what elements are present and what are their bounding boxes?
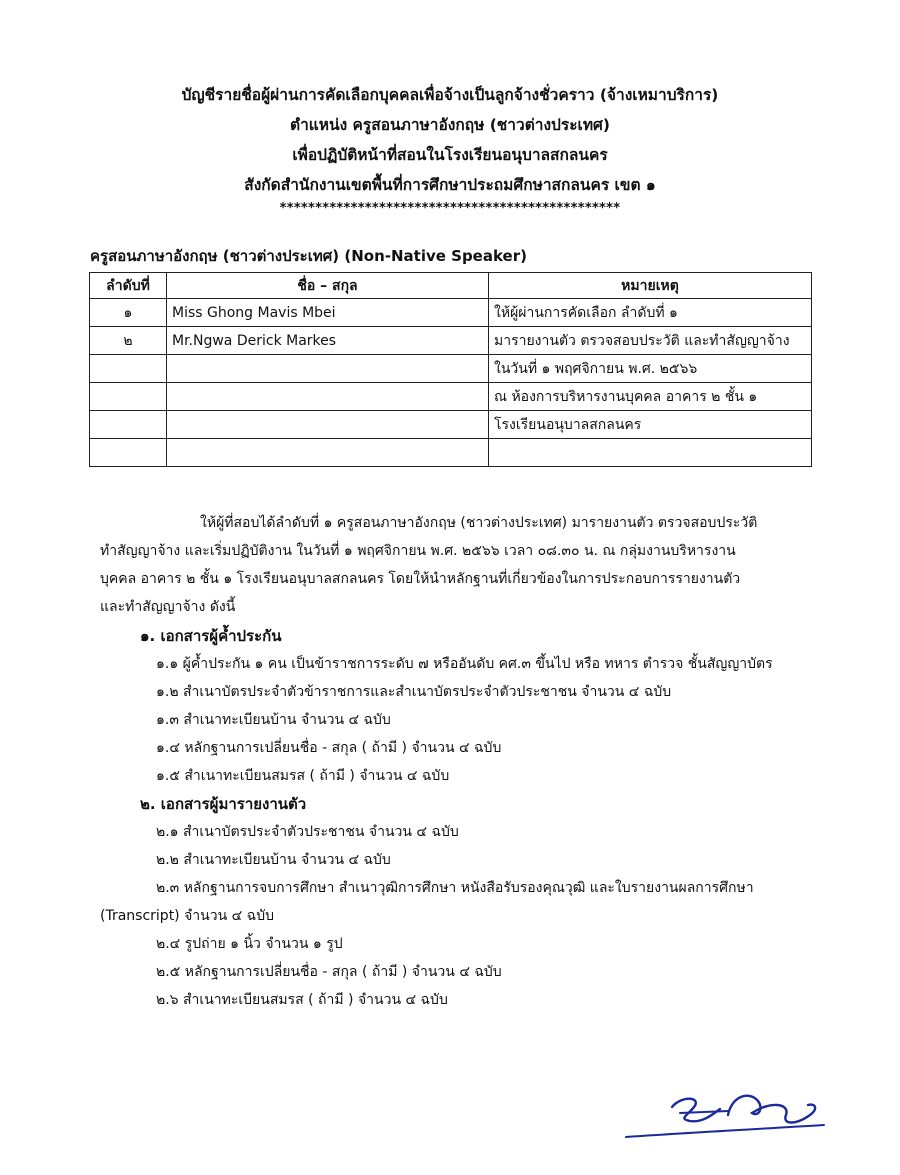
reporter-documents-heading: ๒. เอกสารผู้มารายงานตัว [140,795,307,813]
selected-candidates-table [89,272,812,467]
header-affiliation: สังกัดสำนักงานเขตพื้นที่การศึกษาประถมศึกษาสกลนคร เขต ๑ [244,176,656,194]
row-name [167,355,489,383]
row-remark: ณ ห้องการบริหารงานบุคคล อาคาร ๒ ชั้น ๑ [489,383,812,411]
table-header-row [90,273,812,299]
row-name [167,383,489,411]
list-item: ๒.๖ สำเนาทะเบียนสมรส ( ถ้ามี ) จำนวน ๔ ฉบับ [156,992,448,1008]
list-item: ๒.๓ หลักฐานการจบการศึกษา สำเนาวุฒิการศึกษา หนังสือรับรองคุณวุฒิ และใบรายงานผลการศึกษา [156,880,754,896]
row-remark: ให้ผู้ผ่านการคัดเลือก ลำดับที่ ๑ [489,299,812,327]
row-order [90,355,167,383]
paragraph-line: และทำสัญญาจ้าง ดังนี้ [100,599,236,615]
table-row [90,411,812,439]
header-position: ตำแหน่ง ครูสอนภาษาอังกฤษ (ชาวต่างประเทศ) [290,116,610,134]
row-name [167,411,489,439]
list-item: ๒.๔ รูปถ่าย ๑ นิ้ว จำนวน ๑ รูป [156,936,343,952]
paragraph-line: ให้ผู้ที่สอบได้ลำดับที่ ๑ ครูสอนภาษาอังกฤษ (ชาวต่างประเทศ) มารายงานตัว ตรวจสอบประวัติ [200,515,758,531]
row-order [90,439,167,467]
column-header-order: ลำดับที่ [90,273,167,299]
row-name: Miss Ghong Mavis Mbei [167,299,489,327]
row-order: ๒ [90,327,167,355]
row-remark: ในวันที่ ๑ พฤศจิกายน พ.ศ. ๒๕๖๖ [489,355,812,383]
list-item: ๑.๑ ผู้ค้ำประกัน ๑ คน เป็นข้าราชการระดับ ๗ หรืออันดับ คศ.๓ ขึ้นไป หรือ ทหาร ตำรวจ ชั้นสัญญาบัตร [156,656,773,672]
column-header-name: ชื่อ – สกุล [167,273,489,299]
list-item: ๑.๕ สำเนาทะเบียนสมรส ( ถ้ามี ) จำนวน ๔ ฉบับ [156,768,450,784]
paragraph-line: บุคคล อาคาร ๒ ชั้น ๑ โรงเรียนอนุบาลสกลนคร โดยให้นำหลักฐานที่เกี่ยวข้องในการประกอบการรายงานตัว [100,571,741,587]
list-item: ๒.๒ สำเนาทะเบียนบ้าน จำนวน ๔ ฉบับ [156,852,391,868]
list-item: ๒.๑ สำเนาบัตรประจำตัวประชาชน จำนวน ๔ ฉบับ [156,824,459,840]
list-item-continuation: (Transcript) จำนวน ๔ ฉบับ [100,908,274,924]
instruction-paragraph [100,509,820,621]
row-order: ๑ [90,299,167,327]
row-remark: โรงเรียนอนุบาลสกลนคร [489,411,812,439]
table-row [90,355,812,383]
document-header [0,80,900,218]
table-row [90,439,812,467]
guarantor-documents-heading: ๑. เอกสารผู้ค้ำประกัน [140,627,282,645]
list-item: ๒.๕ หลักฐานการเปลี่ยนชื่อ - สกุล ( ถ้ามี ) จำนวน ๔ ฉบับ [156,964,502,980]
row-remark [489,439,812,467]
row-name [167,439,489,467]
list-item: ๑.๒ สำเนาบัตรประจำตัวข้าราชการและสำเนาบัตรประจำตัวประชาชน จำนวน ๔ ฉบับ [156,684,672,700]
table-row [90,383,812,411]
table-row [90,299,812,327]
header-purpose: เพื่อปฏิบัติหน้าที่สอนในโรงเรียนอนุบาลสกลนคร [292,146,608,164]
row-remark: มารายงานตัว ตรวจสอบประวัติ และทำสัญญาจ้าง [489,327,812,355]
table-section-title: ครูสอนภาษาอังกฤษ (ชาวต่างประเทศ) (Non-Native Speaker) [90,247,527,265]
list-item: ๑.๓ สำเนาทะเบียนบ้าน จำนวน ๔ ฉบับ [156,712,391,728]
list-item: ๑.๔ หลักฐานการเปลี่ยนชื่อ - สกุล ( ถ้ามี ) จำนวน ๔ ฉบับ [156,740,502,756]
header-title: บัญชีรายชื่อผู้ผ่านการคัดเลือกบุคคลเพื่อจ้างเป็นลูกจ้างชั่วคราว (จ้างเหมาบริการ) [181,86,719,104]
row-name: Mr.Ngwa Derick Markes [167,327,489,355]
handwritten-signature [620,1085,830,1145]
column-header-remark: หมายเหตุ [489,273,812,299]
paragraph-line: ทำสัญญาจ้าง และเริ่มปฏิบัติงาน ในวันที่ ๑ พฤศจิกายน พ.ศ. ๒๕๖๖ เวลา ๐๘.๓๐ น. ณ กลุ่มงานบริหารงาน [100,543,736,559]
row-order [90,383,167,411]
table-row [90,327,812,355]
required-documents [100,622,840,1014]
row-order [90,411,167,439]
header-divider: ************************************************ [279,201,621,216]
